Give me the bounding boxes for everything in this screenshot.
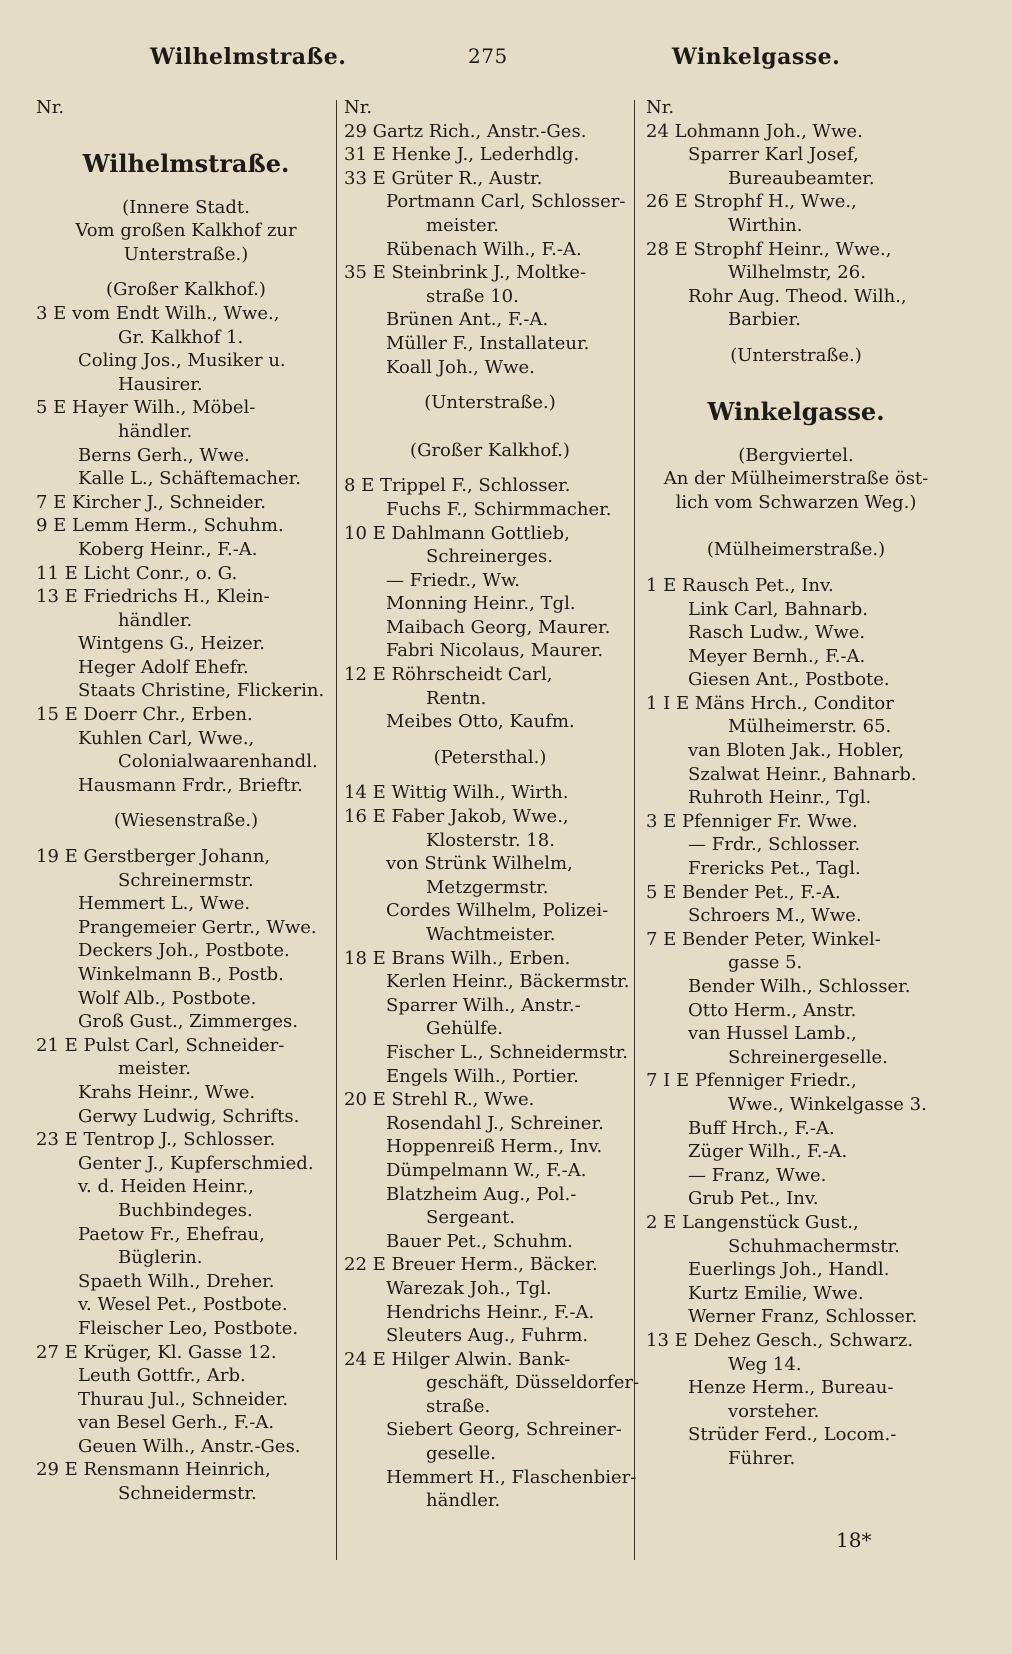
directory-entry-line: Monning Heinr., Tgl. — [386, 593, 576, 615]
directory-entry-line: 29 Gartz Rich., Anstr.-Ges. — [344, 120, 587, 142]
directory-entry-line: Bauer Pet., Schuhm. — [386, 1230, 573, 1252]
directory-entry-line: Winkelmann B., Postb. — [78, 964, 284, 985]
column-number-label: Nr. — [344, 97, 373, 118]
directory-entry-line: 27 E Krüger, Kl. Gasse 12. — [36, 1341, 277, 1363]
directory-entry-line: 26 E Strophf H., Wwe., — [646, 191, 857, 213]
directory-entry-line: Maibach Georg, Maurer. — [386, 616, 611, 638]
directory-entry-line: An der Mülheimerstraße öst- — [663, 468, 929, 490]
directory-entry-line: Mülheimerstr. 65. — [728, 716, 892, 738]
directory-entry-line: Dümpelmann W., F.-A. — [386, 1159, 587, 1181]
directory-entry-line: Büglerin. — [118, 1247, 203, 1269]
directory-entry-line: (Innere Stadt. — [122, 196, 250, 218]
directory-entry-line: Thurau Jul., Schneider. — [78, 1388, 289, 1410]
directory-entry-line: Hemmert L., Wwe. — [78, 893, 251, 915]
directory-entry-line: Schreinergeselle. — [728, 1046, 888, 1068]
directory-entry-line: 23 E Tentrop J., Schlosser. — [36, 1129, 276, 1151]
directory-entry-line: Sergeant. — [426, 1207, 516, 1229]
directory-entry-line: Fleischer Leo, Postbote. — [78, 1317, 299, 1339]
directory-entry-line: 11 E Licht Conr., o. G. — [36, 562, 238, 584]
directory-entry-line: Kuhlen Carl, Wwe., — [78, 727, 255, 749]
directory-entry-line: 9 E Lemm Herm., Schuhm. — [36, 515, 284, 537]
directory-entry-line: 7 E Bender Peter, Winkel- — [646, 928, 881, 950]
column-2 — [344, 96, 640, 1513]
directory-entry-line: — Friedr., Ww. — [386, 569, 521, 591]
directory-entry-line: geselle. — [426, 1443, 496, 1465]
directory-entry-line: Fabri Nicolaus, Maurer. — [386, 640, 604, 662]
directory-entry-line: 7 I E Pfenniger Friedr., — [646, 1070, 857, 1092]
column-1 — [36, 96, 336, 1506]
directory-entry-line: Blatzheim Aug., Pol.- — [386, 1183, 577, 1205]
directory-entry-line: straße. — [426, 1395, 491, 1417]
directory-entry-line: Wilhelmstraße. — [82, 148, 290, 178]
directory-entry-line: Heger Adolf Ehefr. — [78, 656, 249, 678]
directory-entry-line: Rosendahl J., Schreiner. — [386, 1112, 604, 1134]
directory-entry-line: 29 E Rensmann Heinrich, — [36, 1459, 271, 1481]
directory-entry-line: Metzgermstr. — [426, 876, 549, 898]
directory-entry-line: Wilhelmstr, 26. — [728, 262, 866, 284]
directory-entry-line: 13 E Dehez Gesch., Schwarz. — [646, 1329, 914, 1351]
directory-entry-line: Paetow Fr., Ehefrau, — [78, 1223, 265, 1245]
directory-entry-line: Kurtz Emilie, Wwe. — [688, 1282, 864, 1304]
directory-entry-line: v. d. Heiden Heinr., — [78, 1176, 254, 1198]
directory-entry-line: Wachtmeister. — [426, 924, 556, 945]
directory-entry-line: (Unterstraße.) — [424, 392, 556, 414]
directory-entry-line: — Franz, Wwe. — [688, 1164, 827, 1186]
directory-entry-line: Link Carl, Bahnarb. — [688, 598, 868, 620]
directory-entry-line: händler. — [118, 609, 193, 631]
directory-entry-line: Hausirer. — [118, 373, 203, 395]
directory-entry-line: van Bloten Jak., Hobler, — [688, 740, 905, 762]
directory-entry-line: — Frdr., Schlosser. — [688, 834, 861, 856]
directory-entry-line: Unterstraße.) — [123, 243, 249, 265]
directory-entry-line: Weg 14. — [728, 1353, 802, 1375]
directory-entry-line: meister. — [118, 1058, 191, 1080]
directory-entry-line: 5 E Bender Pet., F.-A. — [646, 881, 841, 903]
directory-entry-line: Schroers M., Wwe. — [688, 905, 862, 927]
directory-entry-line: 22 E Breuer Herm., Bäcker. — [344, 1254, 598, 1276]
directory-entry-line: Kerlen Heinr., Bäckermstr. — [386, 971, 630, 993]
directory-entry-line: Berns Gerh., Wwe. — [78, 444, 250, 466]
directory-entry-line: Buchbindeges. — [118, 1199, 253, 1221]
directory-entry-line: Strüder Ferd., Locom.- — [688, 1424, 897, 1446]
directory-entry-line: Grub Pet., Inv. — [688, 1188, 819, 1210]
directory-entry-line: Kalle L., Schäftemacher. — [78, 468, 301, 490]
directory-entry-line: Wirthin. — [728, 214, 803, 236]
directory-entry-line: Gehülfe. — [426, 1018, 504, 1040]
directory-entry-line: 7 E Kircher J., Schneider. — [36, 491, 267, 513]
directory-entry-line: Geuen Wilh., Anstr.-Ges. — [78, 1435, 301, 1457]
directory-entry-line: Giesen Ant., Postbote. — [688, 669, 890, 691]
directory-entry-line: Rohr Aug. Theod. Wilh., — [688, 285, 907, 307]
directory-entry-line: 33 E Grüter R., Austr. — [344, 167, 543, 189]
directory-entry-line: 2 E Langenstück Gust., — [646, 1211, 859, 1233]
directory-entry-line: 24 E Hilger Alwin. Bank- — [344, 1348, 571, 1370]
directory-entry-line: meister. — [426, 214, 499, 236]
directory-entry-line: 3 E Pfenniger Fr. Wwe. — [646, 810, 858, 832]
directory-entry-line: Führer. — [728, 1447, 796, 1469]
column-number-label: Nr. — [646, 97, 675, 118]
directory-entry-line: Gerwy Ludwig, Schrifts. — [78, 1105, 300, 1127]
directory-entry-line: (Petersthal.) — [433, 746, 547, 768]
directory-entry-line: 5 E Hayer Wilh., Möbel- — [36, 397, 256, 419]
directory-entry-line: Otto Herm., Anstr. — [688, 999, 857, 1021]
directory-entry-line: Sparrer Wilh., Anstr.- — [386, 994, 581, 1016]
directory-entry-line: 15 E Doerr Chr., Erben. — [36, 704, 253, 726]
directory-entry-line: 35 E Steinbrink J., Moltke- — [344, 262, 587, 284]
column-number-label: Nr. — [36, 97, 65, 118]
directory-entry-line: Fuchs F., Schirmmacher. — [386, 498, 612, 520]
directory-entry-line: Züger Wilh., F.-A. — [688, 1141, 848, 1163]
directory-entry-line: Buff Hrch., F.-A. — [688, 1117, 835, 1139]
directory-entry-line: Prangemeier Gertr., Wwe. — [78, 916, 317, 938]
directory-entry-line: Rasch Ludw., Wwe. — [688, 622, 866, 644]
directory-entry-line: (Mülheimerstraße.) — [706, 539, 886, 561]
directory-entry-line: Deckers Joh., Postbote. — [78, 940, 290, 962]
directory-entry-line: Klosterstr. 18. — [426, 829, 555, 851]
directory-entry-line: Fischer L., Schneidermstr. — [386, 1041, 628, 1063]
directory-entry-line: Gr. Kalkhof 1. — [118, 326, 244, 348]
directory-entry-line: 8 E Trippel F., Schlosser. — [344, 475, 571, 497]
header-right-street: Winkelgasse. — [672, 44, 841, 70]
directory-entry-line: 1 I E Mäns Hrch., Conditor — [646, 692, 894, 714]
directory-entry-line: (Bergviertel. — [738, 444, 854, 466]
directory-entry-line: Sleuters Aug., Fuhrm. — [386, 1325, 589, 1347]
directory-entry-line: Werner Franz, Schlosser. — [688, 1306, 918, 1328]
directory-entry-line: Siebert Georg, Schreiner- — [386, 1419, 622, 1441]
directory-entry-line: händler. — [426, 1490, 501, 1512]
directory-entry-line: 18 E Brans Wilh., Erben. — [344, 947, 571, 969]
directory-entry-line: Bender Wilh., Schlosser. — [688, 976, 911, 997]
column-divider — [336, 100, 337, 1560]
directory-entry-line: Hoppenreiß Herm., Inv. — [386, 1136, 603, 1158]
directory-entry-line: (Großer Kalkhof.) — [106, 279, 266, 301]
directory-entry-line: geschäft, Düsseldorfer- — [426, 1372, 640, 1394]
directory-entry-line: Hausmann Frdr., Brieftr. — [78, 774, 303, 796]
directory-entry-line: Groß Gust., Zimmerges. — [78, 1011, 298, 1033]
directory-entry-line: 13 E Friedrichs H., Klein- — [36, 586, 270, 608]
directory-entry-line: 1 E Rausch Pet., Inv. — [646, 574, 834, 596]
directory-entry-line: Meibes Otto, Kaufm. — [386, 711, 575, 733]
directory-entry-line: straße 10. — [426, 285, 519, 307]
directory-entry-line: Koberg Heinr., F.-A. — [78, 538, 258, 560]
directory-entry-line: 19 E Gerstberger Johann, — [36, 846, 271, 868]
directory-entry-line: vorsteher. — [728, 1400, 820, 1422]
directory-entry-line: van Besel Gerh., F.-A. — [78, 1412, 275, 1434]
directory-entry-line: Bureaubeamter. — [728, 167, 875, 189]
page-number: 275 — [468, 44, 508, 68]
directory-entry-line: gasse 5. — [728, 952, 803, 974]
directory-entry-line: von Strünk Wilhelm, — [386, 853, 573, 875]
directory-entry-line: Staats Christine, Flickerin. — [78, 680, 325, 702]
directory-entry-line: 28 E Strophf Heinr., Wwe., — [646, 238, 892, 260]
directory-entry-line: 20 E Strehl R., Wwe. — [344, 1089, 535, 1111]
directory-entry-line: 24 Lohmann Joh., Wwe. — [646, 120, 863, 142]
directory-entry-line: Spaeth Wilh., Dreher. — [78, 1270, 275, 1292]
directory-entry-line: 12 E Röhrscheidt Carl, — [344, 664, 553, 686]
directory-entry-line: Rübenach Wilh., F.-A. — [386, 238, 582, 260]
directory-entry-line: Genter J., Kupferschmied. — [78, 1152, 314, 1174]
directory-entry-line: Meyer Bernh., F.-A. — [688, 645, 866, 667]
directory-entry-line: 16 E Faber Jakob, Wwe., — [344, 806, 569, 828]
directory-entry-line: (Großer Kalkhof.) — [410, 439, 570, 461]
directory-entry-line: Vom großen Kalkhof zur — [75, 220, 297, 242]
directory-entry-line: Wintgens G., Heizer. — [78, 633, 265, 655]
directory-entry-line: Krahs Heinr., Wwe. — [78, 1081, 256, 1103]
directory-entry-line: Wolf Alb., Postbote. — [78, 987, 257, 1009]
directory-entry-line: 10 E Dahlmann Gottlieb, — [344, 522, 570, 544]
directory-entry-line: Barbier. — [728, 309, 801, 331]
directory-entry-line: Hemmert H., Flaschenbier- — [386, 1466, 637, 1488]
directory-entry-line: Cordes Wilhelm, Polizei- — [386, 900, 609, 922]
directory-entry-line: (Unterstraße.) — [730, 344, 862, 366]
directory-entry-line: Winkelgasse. — [707, 396, 885, 426]
directory-entry-line: Schuhmachermstr. — [728, 1235, 900, 1257]
directory-entry-line: Wwe., Winkelgasse 3. — [728, 1093, 927, 1115]
directory-entry-line: Leuth Gottfr., Arb. — [78, 1365, 246, 1387]
header-left-street: Wilhelmstraße. — [150, 44, 347, 70]
directory-entry-line: lich vom Schwarzen Weg.) — [675, 491, 917, 513]
directory-entry-line: Schreinerges. — [426, 546, 554, 568]
directory-entry-line: Engels Wilh., Portier. — [386, 1065, 579, 1087]
directory-entry-line: Schneidermstr. — [118, 1483, 257, 1505]
directory-entry-line: Schreinermstr. — [118, 869, 254, 891]
directory-entry-line: Hendrichs Heinr., F.-A. — [386, 1301, 595, 1323]
directory-entry-line: Müller F., Installateur. — [386, 332, 590, 354]
directory-entry-line: Colonialwaarenhandl. — [118, 751, 318, 773]
directory-entry-line: Ruhroth Heinr., Tgl. — [688, 787, 872, 809]
directory-entry-line: Koall Joh., Wwe. — [386, 356, 535, 378]
column-3 — [646, 96, 946, 1470]
directory-entry-line: van Hussel Lamb., — [688, 1023, 857, 1045]
directory-entry-line: Rentn. — [426, 687, 487, 709]
sheet-signature: 18* — [836, 1528, 872, 1552]
directory-entry-line: 3 E vom Endt Wilh., Wwe., — [36, 302, 280, 324]
directory-entry-line: Sparrer Karl Josef, — [688, 144, 859, 166]
directory-entry-line: Portmann Carl, Schlosser- — [386, 191, 626, 213]
directory-entry-line: 14 E Wittig Wilh., Wirth. — [344, 782, 569, 804]
directory-entry-line: Coling Jos., Musiker u. — [78, 350, 286, 372]
directory-entry-line: Henze Herm., Bureau- — [688, 1377, 894, 1399]
directory-entry-line: v. Wesel Pet., Postbote. — [78, 1294, 288, 1316]
directory-entry-line: 31 E Henke J., Lederhdlg. — [344, 144, 580, 166]
directory-entry-line: 21 E Pulst Carl, Schneider- — [36, 1034, 285, 1056]
directory-entry-line: Frericks Pet., Tagl. — [688, 858, 861, 880]
directory-entry-line: Brünen Ant., F.-A. — [386, 309, 549, 331]
directory-entry-line: händler. — [118, 420, 193, 442]
directory-entry-line: Szalwat Heinr., Bahnarb. — [688, 763, 917, 785]
directory-entry-line: Warezak Joh., Tgl. — [386, 1277, 552, 1299]
directory-entry-line: Euerlings Joh., Handl. — [688, 1259, 890, 1281]
directory-entry-line: (Wiesenstraße.) — [113, 810, 259, 832]
